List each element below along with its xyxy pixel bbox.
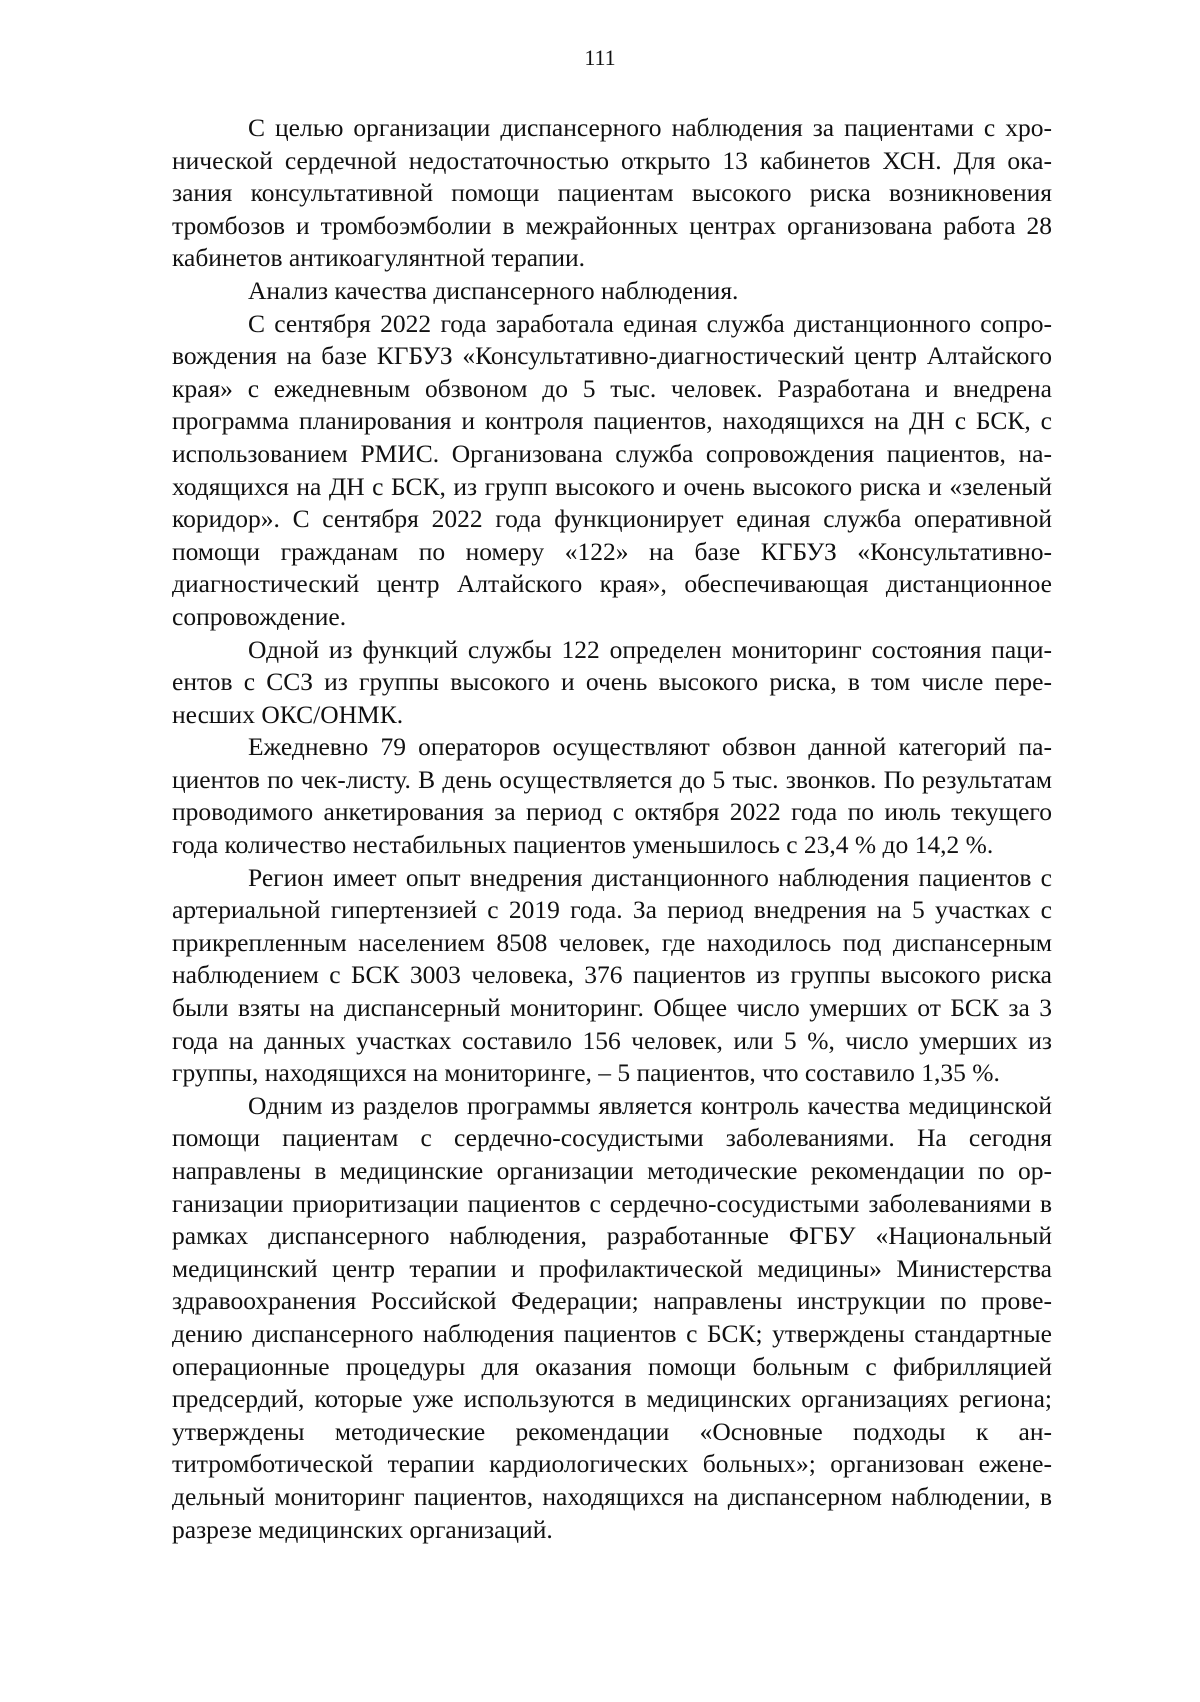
- paragraph-hypertension-remote-monitoring: Регион имеет опыт внедрения дистанционного наблюдения пациентов с артериальной гипертензией с 2019 года. За период внедрения на 5 участках с прикрепленным населением 8508 человек, где находилось под диспансерным наблюдением с БСК 3003 человека, 376 пациентов из группы высокого риска были взяты на диспансерный мониторинг. Общее число умерших от БСК за 3 года на данных участках составило 156 человек, или 5 %, число умерших из группы, находящихся на мониторинге, – 5 пациентов, что составило 1,35 %.: [172, 862, 1052, 1088]
- paragraph-remote-support-service: С сентября 2022 года заработала единая служба дистанционного сопровождения на базе КГБУЗ «Консультативно-диагностический центр Алтайского края» с ежедневным обзвоном до 5 тыс. человек. Разработана и внедрена программа планирования и контроля пациентов, находящихся на ДН с БСК, с использованием РМИС. Организована служба сопровождения пациентов, находящихся на ДН с БСК, из групп высокого и очень высокого риска и «зеленый коридор». С сентября 2022 года функционирует единая служба оперативной помощи гражданам по номеру «122» на базе КГБУЗ «Консультативно-диагностический центр Алтайского края», обеспечивающая дистанционное сопровождение.: [172, 308, 1052, 631]
- paragraph-service-122-monitoring: Одной из функций службы 122 определен мониторинг состояния пациентов с ССЗ из группы высокого и очень высокого риска, в том числе перенесших ОКС/ОНМК.: [172, 634, 1052, 729]
- page-number: 111: [584, 45, 616, 70]
- body-text: [172, 112, 1052, 1546]
- paragraph-hsn-cabinets: С целью организации диспансерного наблюдения за пациентами с хронической сердечной недостаточностью открыто 13 кабинетов ХСН. Для оказания консультативной помощи пациентам высокого риска возникновения тромбозов и тромбоэмболии в межрайонных центрах организована работа 28 кабинетов антикоагулянтной терапии.: [172, 113, 1052, 273]
- paragraph-quality-control-program: Одним из разделов программы является контроль качества медицинской помощи пациентам с сердечно-сосудистыми заболеваниями. На сегодня направлены в медицинские организации методические рекомендации по организации приоритизации пациентов с сердечно-сосудистыми заболеваниями в рамках диспансерного наблюдения, разработанные ФГБУ «Национальный медицинский центр терапии и профилактической медицины» Министерства здравоохранения Российской Федерации; направлены инструкции по проведению диспансерного наблюдения пациентов с БСК; утверждены стандартные операционные процедуры для оказания помощи больным с фибрилляцией предсердий, которые уже используются в медицинских организациях региона; утверждены методические рекомендации «Основные подходы к антитромботической терапии кардиологических больных»; организован еженeдельный мониторинг пациентов, находящихся на диспансерном наблюдении, в разрезе медицинских организаций.: [172, 1090, 1052, 1544]
- paragraph-quality-analysis-heading: Анализ качества диспансерного наблюдения.: [248, 275, 739, 305]
- paragraph-operators-calls: Ежедневно 79 операторов осуществляют обзвон данной категорий пациентов по чек-листу. В день осуществляется до 5 тыс. звонков. По результатам проводимого анкетирования за период с октября 2022 года по июль текущего года количество нестабильных пациентов уменьшилось с 23,4 % до 14,2 %.: [172, 732, 1052, 860]
